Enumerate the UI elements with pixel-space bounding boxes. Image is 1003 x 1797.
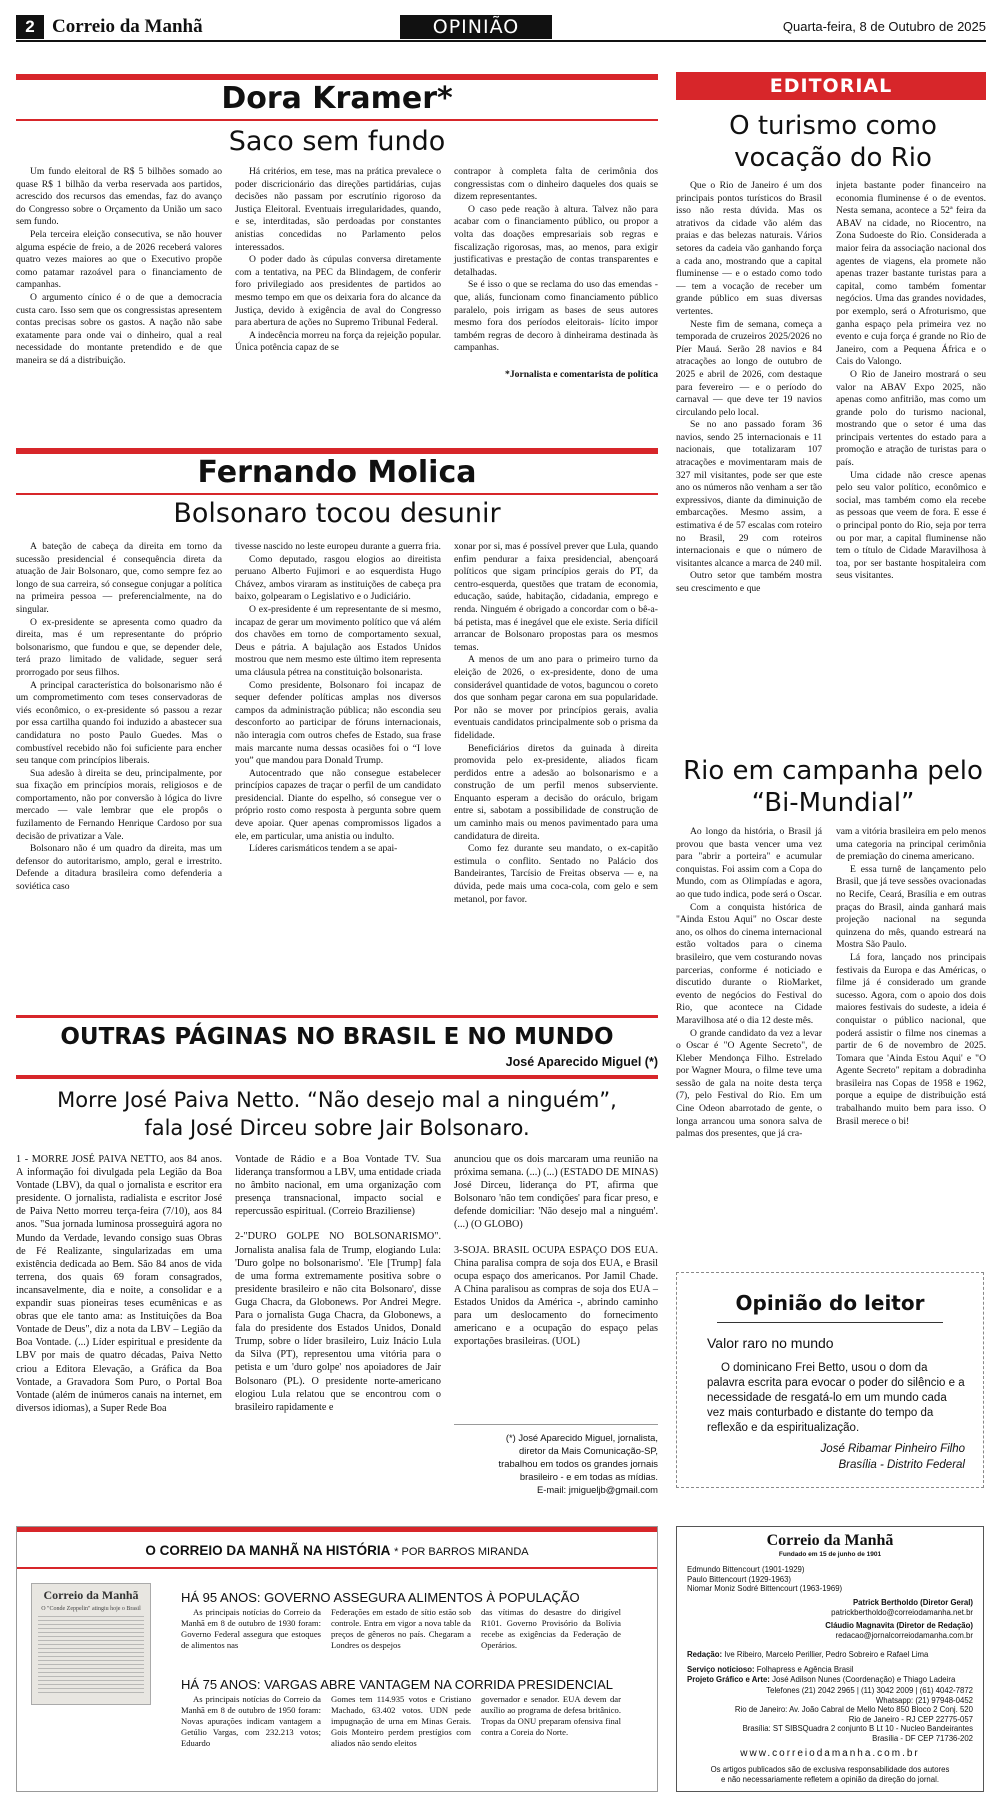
news-item-2-cont: anunciou que os dois marcaram uma reunião na próxima semana. (...) (...) (ESTADO DE MINAS) José Dirceu, liderança do PT, afirma que Bolsonaro 'não tem condições' para ficar preso, e defende domiciliar: 'Não desejo mal a ninguém'. (...) (O GLOBO)	[454, 1154, 658, 1231]
expediente-disclaimer	[677, 1765, 983, 1784]
historia-item1-title: HÁ 95 ANOS: GOVERNO ASSEGURA ALIMENTOS À POPULAÇÃO	[181, 1590, 580, 1605]
paragraph: Como deputado, rasgou elogios ao direitista peruano Alberto Fujimori e ao esquerdista Hugo Chávez, ambos viraram as instituições de cabeça pra baixo, golpearam o Legislativo e o Judiciário.	[235, 553, 441, 603]
founder: Paulo Bittencourt (1929-1963)	[687, 1574, 792, 1584]
kramer-col-3	[454, 166, 658, 382]
paragraph: Como fez durante seu mandato, o ex-capitão estimula o conflito. Sentado no Palácio dos Bandeirantes, Tarcísio de Freitas observa — e, na dúvida, pede mais uma coca-cola, com gelo e sem metanol, por favor.	[454, 843, 658, 905]
leitor-text: O dominicano Frei Betto, usou o dom da palavra escrita para evocar o poder do silêncio e a necessidade de resgatá-lo em um mundo cada vez mais conturbado e distante do tempo da reflexão e da espiritualização.	[707, 1362, 965, 1434]
projeto-value: José Adilson Nunes (Coordenação) e Thiago Ladeira	[772, 1675, 956, 1684]
expediente-box	[676, 1526, 984, 1792]
paragraph: Ao longo da história, o Brasil já provou que basta vencer uma vez para "abrir a porteira" e acumular conquistas. Foi assim com a Copa do Mundo, com as Olimpíadas e agora, ao que tudo indica, pode será o Oscar.	[676, 826, 822, 900]
historia-item2-title: HÁ 75 ANOS: VARGAS ABRE VANTAGEM NA CORRIDA PRESIDENCIAL	[181, 1677, 614, 1692]
historia-top-rule	[17, 1527, 657, 1532]
paragraph: O caso pede reação à altura. Talvez não para acabar com o financiamento público, ou propor a volta das doações empresariais sob regras e fiscalização rigorosas, mas, ao menos, para exigir justificativas e prestação de contas transparentes e detalhadas.	[454, 203, 658, 278]
note-line: brasileiro - e em todas as mídias.	[519, 1471, 658, 1482]
paragraph: Bolsonaro não é um quadro da direita, mas um defensor do autoritarismo, amplo, geral e irrestrito. Defende a ditadura brasileira como defenderia a soviética caso	[16, 843, 222, 893]
paragraph: Que o Rio de Janeiro é um dos principais pontos turísticos do Brasil isso não resta dúvida. Mas os atrativos da cidade vão além das praias e das belezas naturais. Vários setores da cadeia vão ganhando força a cada ano, mostrando que a capital fluminense — e o estado como todo — tem a vocação de receber um grande público em suas diversas vertentes.	[676, 180, 822, 317]
founder: Niomar Moniz Sodré Bittencourt (1963-1969)	[687, 1584, 843, 1594]
paragraph: Sua adesão à direita se deu, principalmente, por sua fixação em princípios morais, religiosos e de comportamento, não por conversão à lógica do livre mercado — vale lembrar que ele propôs o fuzilamento de Fernando Henrique Cardoso por sua decisão de privatizar a Vale.	[16, 767, 222, 842]
historia-title: O CORREIO DA MANHÃ NA HISTÓRIA	[145, 1543, 391, 1558]
expediente-directors	[825, 1598, 973, 1640]
leitor-subtitle: Valor raro no mundo	[707, 1335, 834, 1351]
molica-title: Bolsonaro tocou desunir	[173, 498, 501, 529]
page-number: 2	[16, 15, 44, 39]
news-item-2: 2-"DURO GOLPE NO BOLSONARISMO". Jornalista analisa fala de Trump, elogiando Lula: 'Duro golpe no bolsonarismo'. 'Ele [Trump] fala de uma forma extremamente positiva sobre o presidente brasileiro e não cita Bolsonaro', disse Guga Chacra, da Globonews. Por Andrei Megre. Para o jornalista Guga Chacra, da Globonews, a fala do presidente dos Estados Unidos, Donald Trump, sobre o líder brasileiro, Luiz Inácio Lula da Silva (PT), representou uma vitória para o petista e um 'duro golpe' nos apoiadores de Jair Bolsonaro (PL). O presidente norte-americano elogiou Lula relatou que se encontrou com o brasileiro rapidamente e	[235, 1231, 441, 1413]
expediente-founded: Fundado em 15 de junho de 1901	[778, 1551, 882, 1558]
outras-byline: José Aparecido Miguel (*)	[505, 1055, 658, 1069]
expediente-redacao	[687, 1650, 928, 1660]
clipping-text-lines	[38, 1616, 144, 1696]
paragraph: Com a conquista histórica de "Ainda Estou Aqui" no Oscar deste ano, os olhos do cinema internacional estão voltados para o cinema brasileiro, que vem costurando novas parcerias, conforme é noticiado e discutido durante o RioMarket, evento de negócios do Festival do Rio, que acontece na Cidade Maravilhosa até o dia 12 deste mês.	[676, 901, 822, 1026]
note-line: trabalhou em todos os grandes jornais	[498, 1458, 658, 1469]
paragraph: Como presidente, Bolsonaro foi incapaz de sequer defender políticas amplas nos diversos campos da administração pública; não escondia seu desconforto ao participar de fóruns internacionais, não interagia com outros chefes de Estado, sua frase mais marcante numa dessas ocasiões foi o “I love you” que mandou para Donald Trump.	[235, 679, 441, 767]
paragraph: vam a vitória brasileira em pelo menos uma categoria na principal cerimônia de premiação do cinema americano.	[836, 826, 986, 863]
paragraph: injeta bastante poder financeiro na economia fluminense é o de eventos. Nesta semana, acontece a 52ª feira da ABAV na cidade, no Riocentro, na Zona Sudoeste do Rio. Considerada a maior feira da associação nacional dos agentes de viagens, ela promete não apenas trazer bastante turistas para a capital, como também fomentar negócios. Uma das grandes novidades, por exemplo, será o Afroturismo, que ganha espaço pela primeira vez no evento e cuja força é grande no Rio de Janeiro, com a Pequena África e o Cais do Valongo.	[836, 180, 986, 368]
paragraph: Beneficiários diretos da guinada à direita promovida pelo ex-presidente, aliados ficam perdidos entre a adesão ao bolsonarismo e a construção de um perfil menos subserviente. Enquanto esperam a decisão do oráculo, brigam entre si, sabotam a possibilidade de construção de um caminho mais ou menos pavimentado para uma candidatura de direita.	[454, 742, 658, 842]
historia-box	[16, 1526, 658, 1792]
paragraph: O Rio de Janeiro mostrará o seu valor na ABAV Expo 2025, não apenas como anfitrião, mas como um grande polo do turismo nacional, mostrando que o setor é uma das principais vertentes do estado para a promoção e atração de turistas para o país.	[836, 368, 986, 469]
kramer-col-1	[16, 166, 222, 368]
clipping-masthead: Correio da Manhã	[43, 1588, 139, 1602]
director-email: patrickbertholdo@correiodamanha.net.br	[831, 1607, 973, 1617]
telefones: Telefones (21) 2042 2965 | (11) 3042 2009 | (61) 4042-7872	[766, 1686, 973, 1695]
projeto-label: Projeto Gráfico e Arte:	[687, 1675, 770, 1684]
paragraph: E essa turnê de lançamento pelo Brasil, que já teve sessões ovacionadas no Recife, Ceará, Brasília e em outras praças do Brasil, ainda ganhará mais projeção nacional na segunda quinzena do mês, quando estreará na Mostra São Paulo.	[836, 863, 986, 951]
paragraph: Se é isso o que se reclama do uso das emendas -que, aliás, funcionam como financiamento público paralelo, pois irrigam as bases de seus autores mesmo fora dos períodos eleitorais- lícito impor também regras de decoro à dinheirama destinada às campanhas.	[454, 279, 658, 354]
paragraph: A indecência morreu na força da rejeição popular. Única potência capaz de se	[235, 329, 441, 354]
editorial-title: O turismo como vocação do Rio	[729, 111, 937, 173]
kramer-title: Saco sem fundo	[228, 126, 446, 157]
paragraph: Uma cidade não cresce apenas pelo seu valor político, econômico e social, mas também como ela recebe as pessoas que veem de fora. E esse é o principal ponto do Rio, seja por terra ou por mar, a capital fluminense não tem o título de Cidade Maravilhosa à toa, por ser bastante hospitaleira com seus visitantes.	[836, 469, 986, 582]
paragraph: A principal característica do bolsonarismo não é um comprometimento com teses conservadoras de viés econômico, o ex-presidente só passou a rezar por essa cartilha quando foi induzido a abastecer sua candidatura no posto Paulo Guedes. Mas o combustível recebido não foi suficiente para encher seu tanque com princípios liberais.	[16, 679, 222, 767]
historia-item1-col3: das vítimas do desastre do dirigível R101. Governo Provisório da Bolívia recebe as exigências da Federação de Operários.	[481, 1607, 621, 1650]
kramer-top-rule	[16, 74, 658, 80]
outras-col-3	[454, 1153, 658, 1348]
redacao-names: Ive Ribeiro, Marcelo Perillier, Pedro Sobreiro e Rafael Lima	[724, 1650, 929, 1659]
outras-heading: OUTRAS PÁGINAS NO BRASIL E NO MUNDO	[60, 1024, 614, 1050]
expediente-masthead: Correio da Manhã	[766, 1532, 894, 1549]
historia-item1-col2: Federações em estado de sítio estão sob controle. Entra em vigor a nova table da preços de gêneros no país. Chegaram a Londres os despejos	[331, 1607, 471, 1650]
section-label: OPINIÃO	[400, 15, 552, 39]
leitor-heading: Opinião do leitor	[735, 1291, 925, 1315]
note-line: diretor da Mais Comunicação-SP,	[519, 1445, 658, 1456]
masthead: Correio da Manhã	[52, 16, 203, 37]
leitor-box	[676, 1272, 984, 1488]
historia-item2-col1: As principais notícias do Correio da Manhã em 8 de outubro de 1950 foram: Novas apurações indicam vantagem a Getúlio Vargas, com 232.213 votos; Eduardo	[181, 1694, 321, 1748]
historia-item2-col2: Gomes tem 114.935 votos e Cristiano Machado, 63.402 votos. UDN pede impugnação de urna em Minas Gerais. Gois Monteiro perdem prestígios com aliados não sendo eleitos	[331, 1694, 471, 1748]
issue-date: Quarta-feira, 8 de Outubro de 2025	[782, 19, 986, 34]
news-item-1: 1 - MORRE JOSÉ PAIVA NETTO, aos 84 anos. A informação foi divulgada pela Legião da Boa Vontade (LBV), da qual o jornalista e escritor era presidente. O jornalista, radialista e escritor José de Paiva Netto morreu terça-feira (7/10), aos 84 anos. "Sua jornada luminosa prosseguirá agora no Mundo da Verdade, levando consigo suas Obras de Fé Realizante, singularizadas em uma existência dedicada ao Bem. São 84 anos de vida terrena, dos quais 69 foram consagrados, incansavelmente, dia e noite, a consolidar e a expandir suas pioneiras teses ecumênicas e as obras que ele tanto ama: as Instituições da Boa Vontade de Deus", diz a nota da LBV – Legião da Boa Vontade. (...) Líder espiritual e presidente da LBV por mais de quatro décadas, Paiva Netto criou a Editora Elevação, a Gráfica da Boa Vontade, a Gravadora Som Puro, o Portal Boa Vontade (além de inúmeros canais na internet, em diversos idiomas), a Super Rede Boa	[16, 1154, 222, 1414]
paragraph: Líderes carismáticos tendem a se apai-	[249, 843, 398, 855]
editorial-col-2	[836, 180, 986, 583]
historia-item1-col1: As principais notícias do Correio da Manhã em 8 de outubro de 1930 foram: Governo Federal assegura que estoques de alimentos nas	[181, 1607, 321, 1650]
molica-col-2	[235, 541, 441, 856]
servico-value: Folhapress e Agência Brasil	[756, 1665, 854, 1674]
campanha-col-2	[836, 826, 986, 1128]
paragraph: Se no ano passado foram 36 navios, sendo 25 internacionais e 11 nacionais, que totalizaram 107 atracações e movimentaram mais de 327 mil visitantes, pode ser que este ano os números não venham a ser tão expressivos, diante da diminuição de embarcações. Mesmo assim, a estimativa é de 57 escalas com roteiro no Brasil, 29 com roteiros internacionais e que o número de visitantes alcance a marca de 240 mil.	[676, 419, 822, 569]
whatsapp: Whatsapp: (21) 97948-0452	[875, 1695, 973, 1705]
outras-byline-rule	[16, 1075, 658, 1079]
historia-item2-col3: governador e senador. EUA devem dar auxílio ao programa de defesa britânico. Tropas da ONU preparam ofensiva final contra a Coreia do Norte.	[481, 1694, 621, 1737]
disclaimer-line: e não necessariamente refletem a opinião da direção do jornal.	[720, 1774, 940, 1784]
leitor-signature-name: José Ribamar Pinheiro Filho	[820, 1443, 965, 1455]
editorial-col-1	[676, 180, 822, 596]
note-line: (*) José Aparecido Miguel, jornalista,	[505, 1432, 658, 1443]
expediente-website[interactable]: www.correiodamanha.com.br	[740, 1748, 920, 1759]
expediente-founders	[687, 1565, 842, 1594]
paragraph: O ex-presidente é um representante de si mesmo, incapaz de gerar um movimento político que vá além dos chavões em torno de comportamento sexual, Deus e pátria. A bajulação aos Estados Unidos mostrou que nem mesmo este último item representa uma cláusula pétrea na constituição bolsonarista.	[235, 603, 441, 678]
kramer-signature: *Jornalista e comentarista de política	[505, 368, 658, 380]
paragraph: O ex-presidente se apresenta como quadro da direita, mas é um representante do próprio bolsonarismo, que fundou e que, se depender dele, terá prazo limitado de validade, seguer será prorrogado por seus filhos.	[16, 616, 222, 678]
paragraph: Um fundo eleitoral de R$ 5 bilhões somado ao quase R$ 1 bilhão da verba reservada aos partidos, acrescido dos recursos das emendas, faz do avanço do Congresso sobre o Orçamento da União um saco sem fundo.	[16, 166, 222, 228]
molica-top-rule	[16, 448, 658, 454]
leitor-heading-rule	[717, 1322, 943, 1323]
news-item-1-cont: Vontade de Rádio e a Boa Vontade TV. Sua liderança transformou a LBV, uma entidade criada no âmbito nacional, em uma organização com presença transnacional, impacto social e repercussão espiritual. (Correio Braziliense)	[235, 1154, 441, 1218]
paragraph: contrapor à completa falta de cerimônia dos congressistas com o dinheiro daqueles dos quais se dizem representantes.	[454, 166, 658, 203]
disclaimer-line: Os artigos publicados são de exclusiva responsabilidade dos autores	[710, 1765, 950, 1774]
servico-label: Serviço noticioso:	[687, 1665, 755, 1674]
outras-col-1	[16, 1153, 222, 1415]
historia-byline: * POR BARROS MIRANDA	[394, 1546, 529, 1558]
campanha-title: Rio em campanha pelo “Bi-Mundial”	[683, 756, 983, 818]
molica-author: Fernando Molica	[197, 455, 477, 490]
historia-heading-rule	[17, 1567, 657, 1569]
outras-col-2	[235, 1153, 441, 1414]
historia-heading	[17, 1543, 657, 1558]
historia-clipping-image	[31, 1583, 151, 1705]
molica-mid-rule	[16, 493, 658, 495]
molica-col-3	[454, 541, 658, 906]
molica-col-1	[16, 541, 222, 894]
brasilia-address: Brasília: ST SIBSQuadra 2 conjunto B Lt 10 - Nucleo Bandeirantes	[742, 1724, 973, 1734]
paragraph: O argumento cínico é o de que a democracia custa caro. Isso sem que os congressistas apresentem contas precisas sobre os gastos. A nação não sabe exatamente para onde vai o dinheiro, qual a real necessidade do montante pretendido e de que maneira se dá a distribuição.	[16, 291, 222, 366]
expediente-servico	[687, 1665, 853, 1675]
founder: Edmundo Bittencourt (1901-1929)	[687, 1565, 805, 1574]
paragraph: A menos de um ano para o primeiro turno da eleição de 2026, o ex-presidente, dono de uma considerável quantidade de votos, baguncou o coreto dos que sonham pegar carona em sua popularidade. Por não se mover por princípios gerais, avalia eventuais candidatos principalmente sob o prisma da fidelidade.	[454, 654, 658, 741]
kramer-author: Dora Kramer*	[221, 81, 453, 116]
kramer-mid-rule	[16, 119, 658, 121]
campanha-col-1	[676, 826, 822, 1141]
paragraph: O grande candidato da vez a levar o Oscar é "O Agente Secreto", de Kleber Mendonça Filho. Estrelado por Wagner Moura, o filme teve uma sessão de gala na noite desta terça (7), pelo Festival do Rio. Em um Cine Odeon abarrotado de gente, o longa arrancou uma sonora salva de palmas dos presentes, que já cra-	[676, 1027, 822, 1140]
paragraph: A bateção de cabeça da direita em torno da sucessão presidencial é consequência direta da atuação de Jair Bolsonaro, que, como sempre fez ao longo de sua carreira, só consegue conjugar a política na primeira pessoa — preferencialmente, na do singular.	[16, 541, 222, 615]
clipping-headline: O "Conde Zeppelin" atingiu hoje o Brasil	[41, 1606, 141, 1612]
outras-author-note	[454, 1424, 658, 1496]
page-header	[16, 15, 986, 41]
paragraph: Pela terceira eleição consecutiva, se não houver alguma espécie de freio, a de 2026 receberá valores quatro vezes maiores ao que o Executivo propõe como patamar razoável para o financiamento de campanhas.	[16, 228, 222, 291]
paragraph: xonar por si, mas é possível prever que Lula, quando enfim pendurar a faixa presidencial, abençoará políticos que sigam princípios gerais do PT, da centro-esquerda, questões que tratam de economia, educação, saúde, habitação, cidadania, emprego e renda. Ninguém é obrigado a concordar com o bê-a-bá petista, mas é inegável que ele existe. Seria difícil arrancar de Bolsonaro propostas para os mesmos temas.	[454, 541, 658, 653]
expediente-projeto	[687, 1675, 955, 1685]
paragraph: tivesse nascido no leste europeu durante a guerra fria.	[235, 541, 441, 552]
outras-top-rule	[16, 1015, 658, 1018]
paragraph: Há critérios, em tese, mas na prática prevalece o poder discricionário das direções partidárias, cujas decisões não passam por escrutínio rigoroso da Justiça Eleitoral. Eventuais irregularidades, quando, e se, interditadas, são perdoadas por constantes anistias concedidas no Parlamento pelos interessados.	[235, 166, 441, 253]
kramer-col-2	[235, 166, 441, 355]
paragraph: Lá fora, lançado nos principais festivais da Europa e das Américas, o filme já é considerado um grande sucesso. Agora, com o apoio dos dois maiores festivais do sudeste, a ideia é conquistar o público nacional, que poderá assistir o filme nos cinemas a partir de 6 de novembro de 2025. Tomara que 'Ainda Estou Aqui' e "O Agente Secreto" repitam a dobradinha brasileira nas Copas de 1958 e 1962, porque a equipe de distribuição está trabalhando muito bem para isso. O Brasil merece o bi!	[836, 951, 986, 1127]
outras-subhead: Morre José Paiva Netto. “Não desejo mal a ninguém”, fala José Dirceu sobre Jair Bolsonaro.	[57, 1088, 617, 1140]
paragraph: Outro setor que também mostra seu crescimento e que	[676, 570, 822, 594]
editor-email: redacao@jornalcorreiodamanha.com.br	[835, 1630, 973, 1640]
redacao-label: Redação:	[687, 1650, 723, 1659]
rio-address: Rio de Janeiro: Av. João Cabral de Mello Neto 850 Bloco 2 Conj. 520	[734, 1705, 973, 1715]
paragraph: Autocentrado que não consegue estabelecer princípios capazes de traçar o perfil de um candidato presidencial. Diante do espelho, só consegue ver o próprio rosto como resposta à pergunta sobre quem deve apoiar. Quer apenas compromissos ligados a ele, em particular, uma anistia ou indulto.	[235, 767, 441, 842]
editor: Cláudio Magnavita (Diretor de Redação)	[825, 1621, 973, 1631]
brasilia-address-2: Brasília - DF CEP 71736-202	[872, 1733, 973, 1743]
editorial-label: EDITORIAL	[676, 72, 986, 100]
leitor-signature-place: Brasília - Distrito Federal	[838, 1459, 965, 1471]
paragraph: O poder dado às cúpulas conversa diretamente com a tentativa, na PEC da Blindagem, de conferir foro privilegiado aos presidentes de partidos ao mesmo tempo em que os deixaria fora do alcance da Justiça, devido à exigência de aval do Congresso para abertura de ações no Supremo Tribunal Federal.	[235, 254, 441, 329]
expediente-contacts	[735, 1686, 973, 1744]
note-line: E-mail: jmigueljb@gmail.com	[536, 1484, 658, 1495]
header-rule	[16, 40, 986, 42]
paragraph: Neste fim de semana, começa a temporada de cruzeiros 2025/2026 no Píer Mauá. Serão 28 navios e 84 atracações ao longo de outubro de 2025 e abril de 2026, com destaque para fevereiro — e o período do carnaval — que deve ter 19 navios circulando pelo local.	[676, 318, 822, 418]
news-item-3: 3-SOJA. BRASIL OCUPA ESPAÇO DOS EUA. China paralisa compra de soja dos EUA, e Brasil ocupa espaço dos americanos. Por Jamil Chade. A China paralisou as compras de soja dos EUA – Estados Unidos da América -, abrindo caminho para um deslocamento do fornecimento americano e a ocupação do espaço pelas exportações brasileiras. (UOL)	[454, 1244, 658, 1348]
director: Patrick Bertholdo (Diretor Geral)	[852, 1598, 973, 1607]
rio-address-2: Rio de Janeiro - RJ CEP 22775-057	[848, 1714, 973, 1724]
